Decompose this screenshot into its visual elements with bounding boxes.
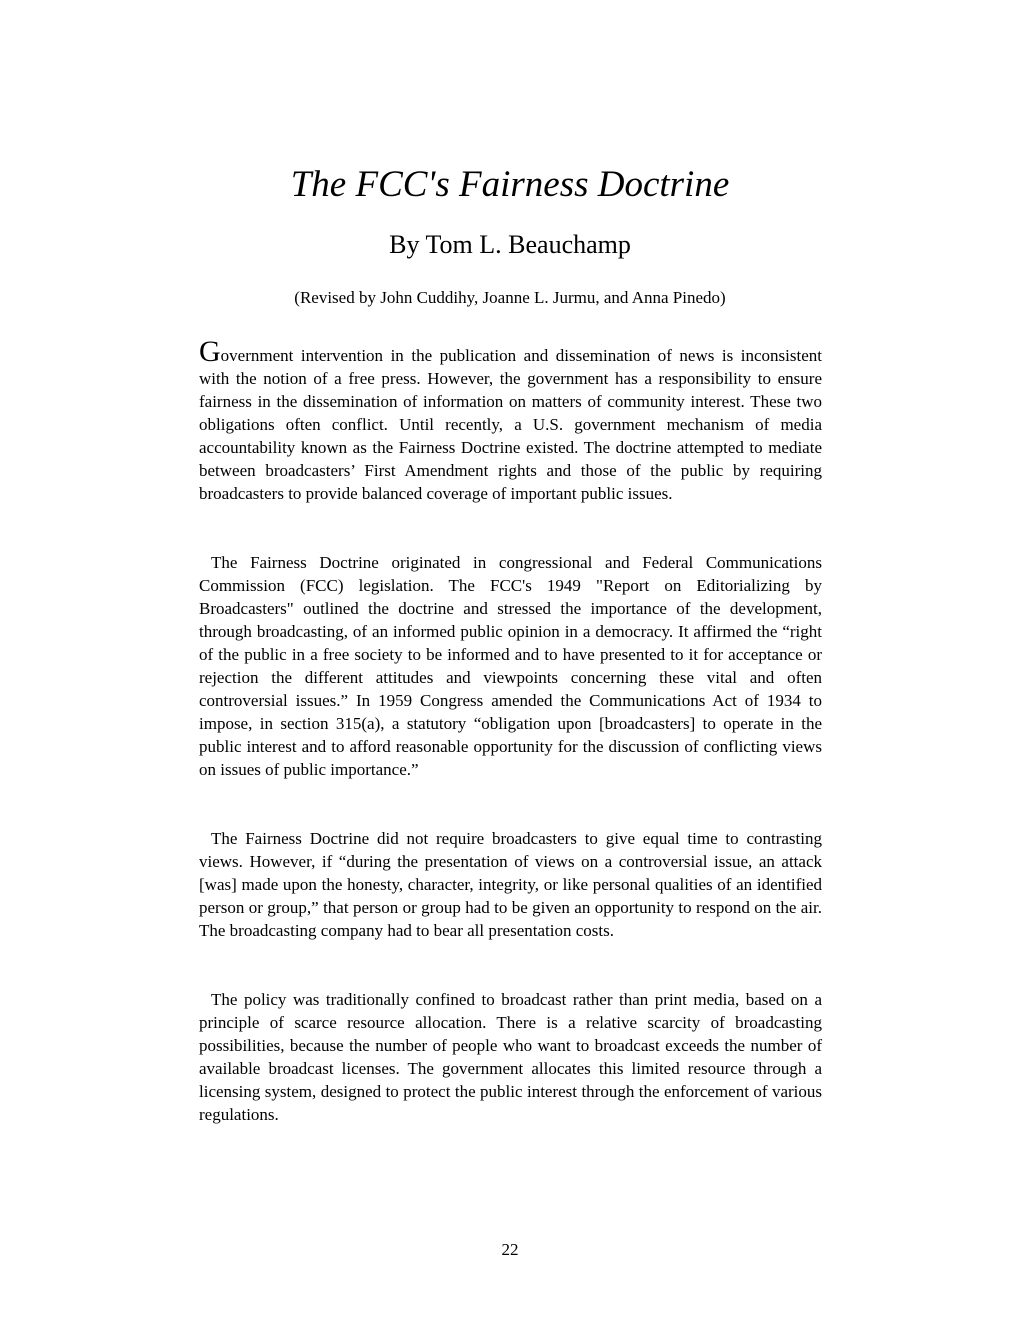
revision-credit: (Revised by John Cuddihy, Joanne L. Jurmu, and Anna Pinedo)	[294, 288, 726, 307]
paragraph-3: The Fairness Doctrine did not require broadcasters to give equal time to contrasting views. However, if “during the presentation of views on a controversial issue, an attack [was] made upon the honesty, character, integrity, or like personal qualities of an identified person or group,” that person or group had to be given an opportunity to respond on the air. The broadcasting company had to bear all presentation costs.	[199, 829, 822, 940]
paragraph-2: The Fairness Doctrine originated in congressional and Federal Communications Commission (FCC) legislation. The FCC's 1949 "Report on Editorializing by Broadcasters" outlined the doctrine and stressed the importance of the development, through broadcasting, of an informed public opinion in a democracy. It affirmed the “right of the public in a free society to be informed and to have presented to it for acceptance or rejection the different attitudes and viewpoints concerning these vital and often controversial issues.” In 1959 Congress amended the Communications Act of 1934 to impose, in section 315(a), a statutory “obligation upon [broadcasters] to operate in the public interest and to afford reasonable opportunity for the discussion of conflicting views on issues of public importance.”	[199, 553, 822, 779]
drop-cap: G	[199, 335, 221, 368]
author-byline: By Tom L. Beauchamp	[389, 230, 631, 259]
paragraph-4: The policy was traditionally confined to broadcast rather than print media, based on a principle of scarce resource allocation. There is a relative scarcity of broadcasting possibilities, because the number of people who want to broadcast exceeds the number of available broadcast licenses. The government allocates this limited resource through a licensing system, designed to protect the public interest through the enforcement of various regulations.	[199, 990, 822, 1124]
paragraph-1	[199, 335, 822, 505]
page-title: The FCC's Fairness Doctrine	[290, 164, 730, 205]
page-number: 22	[501, 1240, 519, 1259]
paragraph-1-text: overnment intervention in the publication and dissemination of news is inconsistent with the notion of a free press. However, the government has a responsibility to ensure fairness in the dissemination of information on matters of community interest. These two obligations often conflict. Until recently, a U.S. government mechanism of media accountability known as the Fairness Doctrine existed. The doctrine attempted to mediate between broadcasters’ First Amendment rights and those of the public by requiring broadcasters to provide balanced coverage of important public issues.	[199, 346, 822, 503]
